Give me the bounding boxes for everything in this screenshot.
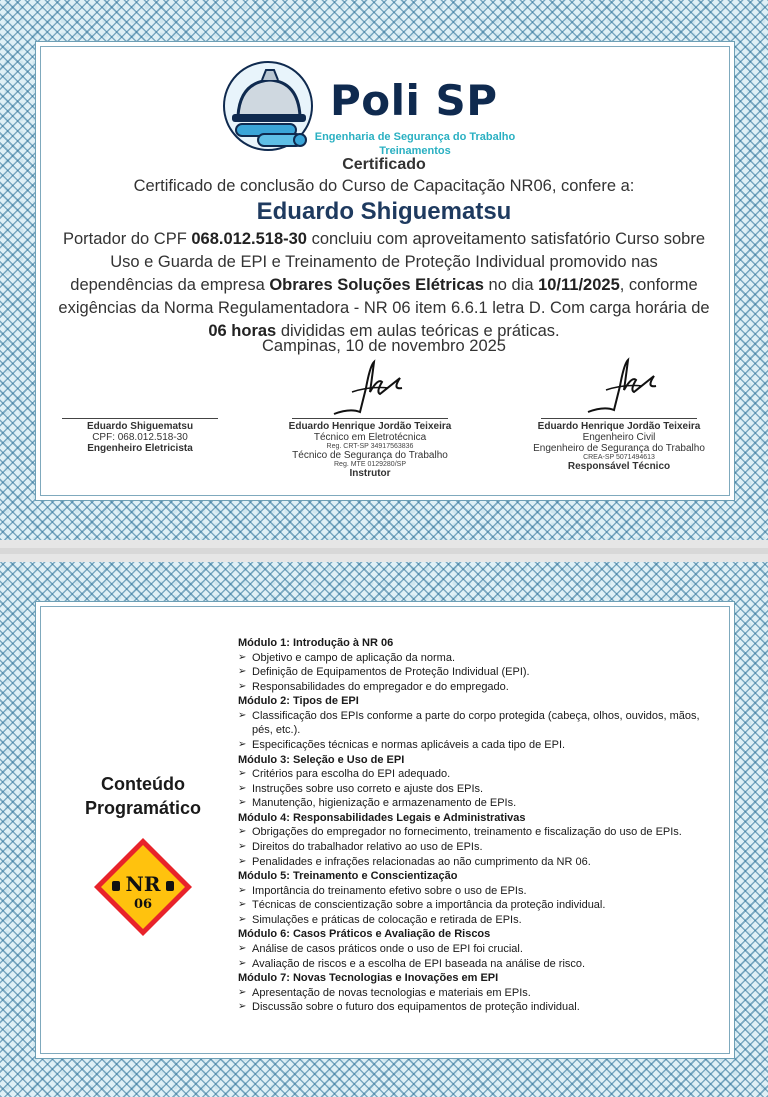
arrow-bullet-icon: ➢ [238, 738, 247, 750]
sign-nr-text: NR [125, 872, 161, 896]
student-name: Eduardo Shiguematsu [86, 421, 194, 432]
sign-number-text: 06 [133, 897, 153, 912]
module-item-text: Importância do treinamento efetivo sobre o uso de EPIs. [252, 884, 527, 897]
module-title: Módulo 4: Responsabilidades Legais e Administrativas [238, 811, 526, 824]
module-item [238, 738, 708, 753]
course-date: 10/11/2025 [538, 276, 620, 294]
module-item-text: Definição de Equipamentos de Proteção Individual (EPI). [252, 666, 530, 679]
arrow-bullet-icon: ➢ [238, 666, 247, 678]
page-separator [0, 540, 768, 562]
helmet-logo-icon [218, 58, 318, 154]
module-item [238, 957, 708, 972]
arrow-bullet-icon: ➢ [238, 957, 247, 969]
arrow-bullet-icon: ➢ [238, 651, 247, 663]
certificate-title: Certificado [342, 156, 426, 173]
module-item [238, 884, 708, 899]
module-item [238, 782, 708, 797]
module-item-text: Avaliação de riscos e a escolha de EPI baseada na análise de risco. [252, 957, 586, 970]
arrow-bullet-icon: ➢ [238, 899, 247, 911]
module-item-text: Critérios para escolha do EPI adequado. [252, 768, 451, 781]
arrow-bullet-icon: ➢ [238, 1001, 247, 1013]
module-item [238, 855, 708, 870]
module-item-text: Direitos do trabalhador relativo ao uso de EPIs. [252, 840, 483, 853]
instructor-role: Instrutor [349, 468, 391, 479]
module-item-text: Análise de casos práticos onde o uso de EPI foi crucial. [252, 942, 523, 955]
module-item-text: Penalidades e infrações relacionadas ao não cumprimento da NR 06. [252, 855, 591, 868]
module-item-text: Apresentação de novas tecnologias e materiais em EPIs. [252, 986, 531, 999]
recipient-name: Eduardo Shiguematsu [256, 198, 512, 225]
module-item [238, 898, 708, 913]
student-role: Engenheiro Eletricista [87, 443, 193, 454]
module-title: Módulo 3: Seleção e Uso de EPI [238, 753, 405, 766]
instructor-signature-block: Eduardo Henrique Jordão Teixeira Técnico em Eletrotécnica Reg. CRT-SP 34917563836 Técnico de Segurança do Trabalho Reg. MTE 0129280/SP Instrutor [282, 418, 458, 479]
certificate-body: Portador do CPF 068.012.518-30 concluiu com aproveitamento satisfatório Curso sobre Uso e Guarda de EPI e Treinamento de Proteção Individual promovido nas dependências da empresa Obrares Soluções Elétricas no dia 10/11/2025, conforme exigências da Norma Regulamentadora - NR 06 item 6.6.1 letra D. Com carga horária de 06 horas divididas em aulas teóricas e práticas. [58, 230, 710, 340]
arrow-bullet-icon: ➢ [238, 797, 247, 809]
arrow-bullet-icon: ➢ [238, 680, 247, 692]
module-title: Módulo 5: Treinamento e Conscientização [238, 870, 458, 883]
student-signature-block [60, 418, 220, 454]
program-title: Conteúdo Programático [84, 774, 202, 818]
program-modules [238, 636, 708, 1015]
module-item [238, 665, 708, 680]
module-item [238, 942, 708, 957]
module-item-text: Instruções sobre uso correto e ajuste dos EPIs. [252, 782, 484, 795]
module-item-text: Discussão sobre o futuro dos equipamentos de proteção individual. [252, 1001, 580, 1014]
module-item [238, 825, 708, 840]
responsible-role: Responsável Técnico [567, 461, 671, 472]
module-item-text: Simulações e práticas de colocação e retirada de EPIs. [252, 913, 522, 926]
module-item [238, 767, 708, 782]
instructor-name: Eduardo Henrique Jordão Teixeira [288, 421, 452, 432]
arrow-bullet-icon: ➢ [238, 986, 247, 998]
module-title: Módulo 6: Casos Práticos e Avaliação de Riscos [238, 928, 491, 941]
module-item [238, 840, 708, 855]
arrow-bullet-icon: ➢ [238, 768, 247, 780]
arrow-bullet-icon: ➢ [238, 782, 247, 794]
responsible-signature-block: Eduardo Henrique Jordão Teixeira Engenheiro Civil Engenheiro de Segurança do Trabalho CREA-SP 5071494613 Responsável Técnico [528, 418, 710, 472]
module-item-text: Obrigações do empregador no fornecimento, treinamento e fiscalização do uso de EPIs. [252, 826, 682, 839]
module-item [238, 986, 708, 1001]
module-item [238, 796, 708, 811]
module-item [238, 680, 708, 695]
responsible-signature-icon [584, 356, 664, 418]
module-item-text: Técnicas de conscientização sobre a importância da proteção individual. [252, 899, 606, 912]
responsible-name: Eduardo Henrique Jordão Teixeira [537, 421, 701, 432]
module-title: Módulo 7: Novas Tecnologias e Inovações em EPI [238, 972, 499, 985]
brand-name: Poli SP [330, 76, 498, 125]
module-item-text: Especificações técnicas e normas aplicáveis a cada tipo de EPI. [252, 738, 566, 751]
course-hours: 06 horas [208, 322, 277, 340]
module-item-text: Responsabilidades do empregador e do empregado. [252, 680, 509, 693]
arrow-bullet-icon: ➢ [238, 840, 247, 852]
module-title: Módulo 1: Introdução à NR 06 [238, 637, 394, 649]
nr06-warning-sign-icon [92, 836, 194, 938]
arrow-bullet-icon: ➢ [238, 855, 247, 867]
module-title: Módulo 2: Tipos de EPI [238, 695, 359, 708]
certificate-intro: Certificado de conclusão do Curso de Capacitação NR06, confere a: [133, 177, 635, 195]
instructor-signature-icon [330, 358, 410, 420]
module-item [238, 651, 708, 666]
company-name: Obrares Soluções Elétricas [269, 276, 484, 294]
arrow-bullet-icon: ➢ [238, 826, 247, 838]
module-item-text: Objetivo e campo de aplicação da norma. [252, 651, 456, 664]
module-item-text: Manutenção, higienização e armazenamento de EPIs. [252, 797, 517, 810]
brand-subtitle: Engenharia de Segurança do Trabalho Treinamentos [314, 131, 516, 157]
arrow-bullet-icon: ➢ [238, 709, 247, 721]
arrow-bullet-icon: ➢ [238, 942, 247, 954]
place-date: Campinas, 10 de novembro 2025 [262, 337, 506, 355]
cpf-value: 068.012.518-30 [191, 230, 307, 248]
arrow-bullet-icon: ➢ [238, 913, 247, 925]
module-item-text: Classificação dos EPIs conforme a parte do corpo protegida (cabeça, olhos, ouvidos, mãos, pés, etc.). [252, 709, 700, 737]
module-item [238, 709, 708, 738]
arrow-bullet-icon: ➢ [238, 884, 247, 896]
module-item [238, 913, 708, 928]
module-item [238, 1000, 708, 1015]
student-cpf: CPF: 068.012.518-30 [92, 432, 188, 443]
